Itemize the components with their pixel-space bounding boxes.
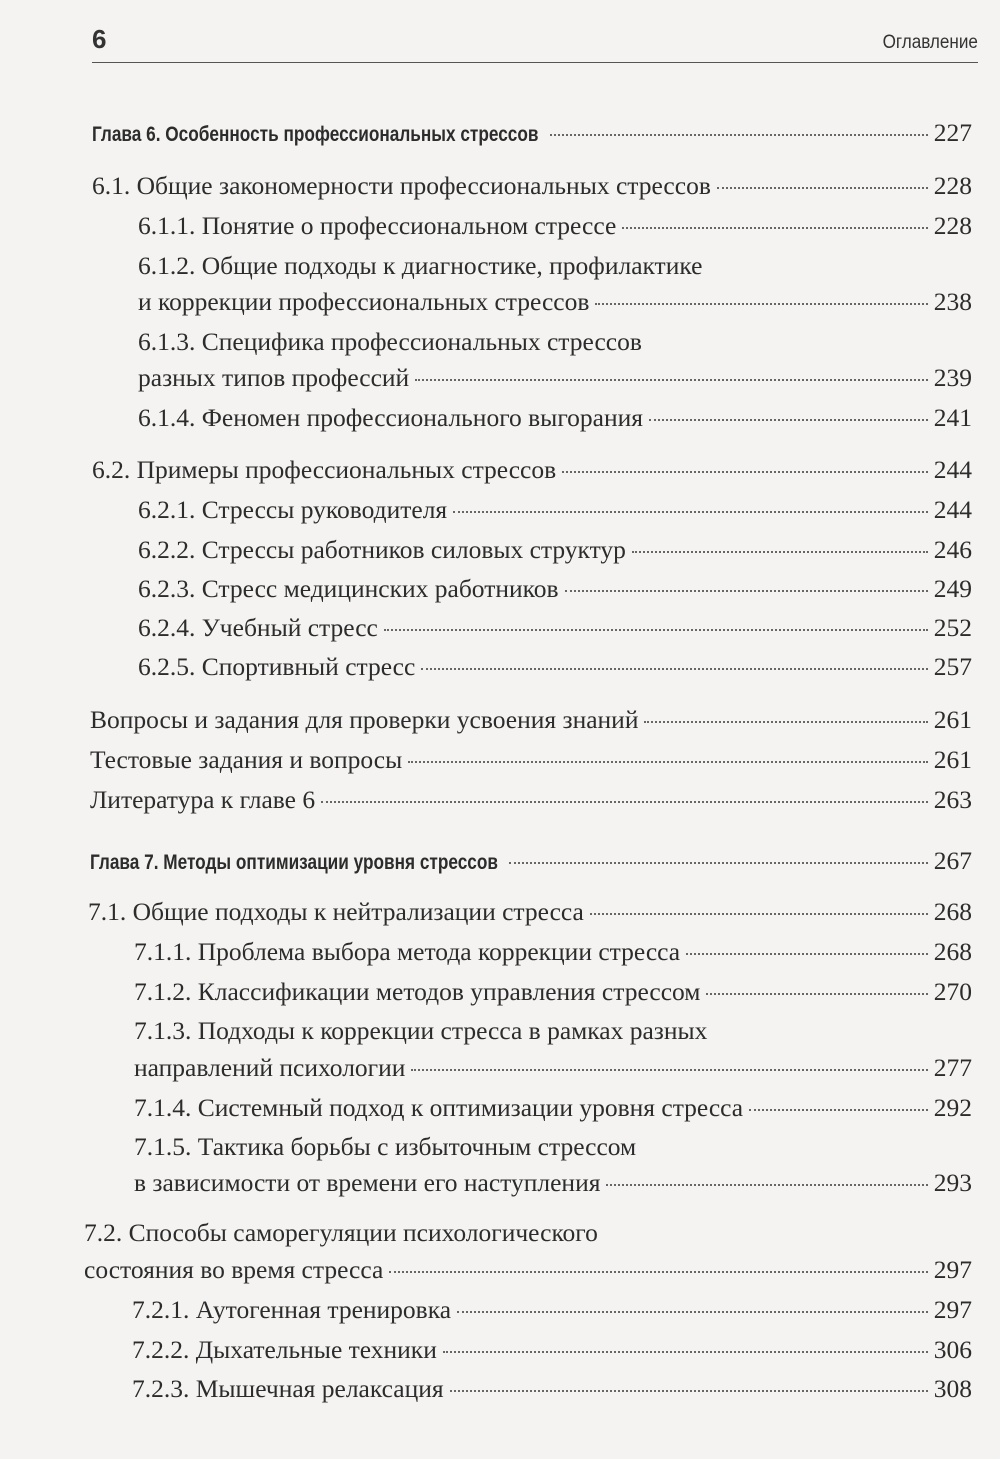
toc-subsection-6-1-2[interactable] [138,287,972,317]
toc-entry-title: 6.1.1. Понятие о профессиональном стрессе [138,211,617,240]
toc-entry-title: 7.2.3. Мышечная релаксация [132,1374,444,1403]
toc-subsection-7-1-2[interactable] [134,977,972,1007]
leader-dots [565,590,928,592]
toc-entry-title: 6.2.4. Учебный стресс [138,613,378,642]
toc-entry-page: 244 [933,495,972,524]
toc-section-6-1[interactable] [92,171,972,201]
toc-entry-page: 308 [933,1374,972,1403]
leader-dots [450,1390,928,1392]
toc-subsection-7-1-5-line1[interactable]: 7.1.5. Тактика борьбы с избыточным стрессом [134,1132,637,1161]
toc-entry-page: 246 [933,535,972,564]
toc-entry-page: 263 [933,785,972,814]
toc-tests-6[interactable] [90,745,972,775]
leader-dots [686,953,928,955]
toc-subsection-6-1-2-line1[interactable]: 6.1.2. Общие подходы к диагностике, профилактике [138,251,703,280]
leader-dots [632,551,928,553]
toc-subsection-7-1-5[interactable] [134,1168,972,1198]
toc-entry-page: 249 [933,574,972,603]
leader-dots [415,379,928,381]
toc-entry-page: 267 [933,846,972,875]
toc-entry-page: 292 [933,1093,972,1122]
leader-dots [457,1311,928,1313]
toc-entry-title: 7.1.4. Системный подход к оптимизации уровня стресса [134,1093,744,1122]
leader-dots [749,1109,928,1111]
toc-entry-title: 7.1. Общие подходы к нейтрализации стресса [88,897,584,926]
toc-subsection-7-2-3[interactable] [132,1374,972,1404]
page-header [92,22,978,63]
toc-entry-title: 6.2.3. Стресс медицинских работников [138,574,559,603]
toc-entry-title: 7.2.1. Аутогенная тренировка [132,1295,452,1324]
toc-entry-page: 228 [933,211,972,240]
toc-subsection-6-2-4[interactable] [138,613,972,643]
leader-dots [509,862,928,864]
toc-entry-page: 238 [933,287,972,316]
leader-dots [443,1351,928,1353]
leader-dots [622,227,927,229]
toc-subsection-7-1-4[interactable] [134,1093,972,1123]
toc-entry-title: 6.1. Общие закономерности профессиональных стрессов [92,171,711,200]
toc-entry-title: 7.1.2. Классификации методов управления стрессом [134,977,701,1006]
page-number: 6 [92,24,107,54]
toc-entry-page: 270 [933,977,972,1006]
toc-entry-title: 7.1.1. Проблема выбора метода коррекции стресса [134,937,681,966]
toc-subsection-6-1-3[interactable] [138,363,972,393]
toc-entry-title: 6.2.1. Стрессы руководителя [138,495,448,524]
toc-subsection-6-2-2[interactable] [138,535,972,565]
toc-subsection-6-2-1[interactable] [138,495,972,525]
toc-entry-title: состояния во время стресса [84,1255,384,1284]
leader-dots [421,668,927,670]
toc-entry-title: 6.1.4. Феномен профессионального выгорания [138,403,643,432]
toc-subsection-6-2-3[interactable] [138,574,972,604]
toc-subsection-7-2-1[interactable] [132,1295,972,1325]
toc-entry-page: 228 [933,171,972,200]
leader-dots [706,993,927,995]
leader-dots [411,1069,927,1071]
toc-subsection-6-1-1[interactable] [138,211,972,241]
toc-entry-page: 297 [933,1255,972,1284]
toc-subsection-7-2-2[interactable] [132,1335,972,1365]
toc-entry-title: разных типов профессий [138,363,410,392]
toc-section-7-2[interactable] [84,1255,972,1285]
toc-section-7-1[interactable] [88,897,972,927]
toc-entry-title: 6.2.2. Стрессы работников силовых структур [138,535,626,564]
toc-entry-title: 6.2.5. Спортивный стресс [138,652,416,681]
toc-questions-6[interactable] [90,705,972,735]
toc-entry-page: 261 [933,745,972,774]
toc-entry-title: Глава 7. Методы оптимизации уровня стрессов [90,851,498,874]
toc-entry-page: 244 [933,455,972,484]
toc-entry-page: 239 [933,363,972,392]
toc-entry-page: 277 [933,1053,972,1082]
toc-entry-page: 293 [933,1168,972,1197]
leader-dots [595,303,927,305]
toc-entry-title: в зависимости от времени его наступления [134,1168,601,1197]
toc-subsection-6-2-5[interactable] [138,652,972,682]
toc-section-6-2[interactable] [92,455,972,485]
toc-entry-title: Глава 6. Особенность профессиональных стрессов [92,123,539,146]
leader-dots [384,629,928,631]
toc-section-7-2-line1[interactable]: 7.2. Способы саморегуляции психологического [84,1218,598,1247]
leader-dots [644,721,927,723]
leader-dots [321,801,928,803]
toc-chapter-7[interactable] [90,846,972,876]
toc-entry-title: Тестовые задания и вопросы [90,745,403,774]
toc-entry-page: 268 [933,937,972,966]
leader-dots [389,1271,927,1273]
toc-entry-page: 306 [933,1335,972,1364]
toc-entry-page: 227 [933,118,972,147]
leader-dots [453,511,928,513]
leader-dots [408,761,927,763]
leader-dots [606,1184,927,1186]
toc-subsection-7-1-1[interactable] [134,937,972,967]
toc-entry-page: 241 [933,403,972,432]
running-head: Оглавление [882,32,978,53]
toc-entry-page: 297 [933,1295,972,1324]
toc-entry-title: Вопросы и задания для проверки усвоения знаний [90,705,639,734]
toc-entry-page: 252 [933,613,972,642]
toc-entry-page: 261 [933,705,972,734]
toc-entry-page: 268 [933,897,972,926]
leader-dots [590,913,928,915]
toc-subsection-6-1-4[interactable] [138,403,972,433]
leader-dots [649,419,928,421]
leader-dots [717,187,928,189]
toc-subsection-6-1-3-line1[interactable]: 6.1.3. Специфика профессиональных стрессов [138,327,642,356]
toc-entry-title: направлений психологии [134,1053,406,1082]
toc-literature-6[interactable] [90,785,972,815]
toc-entry-title: Литература к главе 6 [90,785,316,814]
toc-entry-page: 257 [933,652,972,681]
toc-subsection-7-1-3[interactable] [134,1053,972,1083]
leader-dots [550,134,927,136]
toc-entry-title: 7.2.2. Дыхательные техники [132,1335,437,1364]
toc-entry-title: 6.2. Примеры профессиональных стрессов [92,455,557,484]
toc-chapter-6[interactable] [92,118,972,148]
leader-dots [562,471,928,473]
toc-subsection-7-1-3-line1[interactable]: 7.1.3. Подходы к коррекции стресса в рамках разных [134,1016,708,1045]
toc-entry-title: и коррекции профессиональных стрессов [138,287,590,316]
